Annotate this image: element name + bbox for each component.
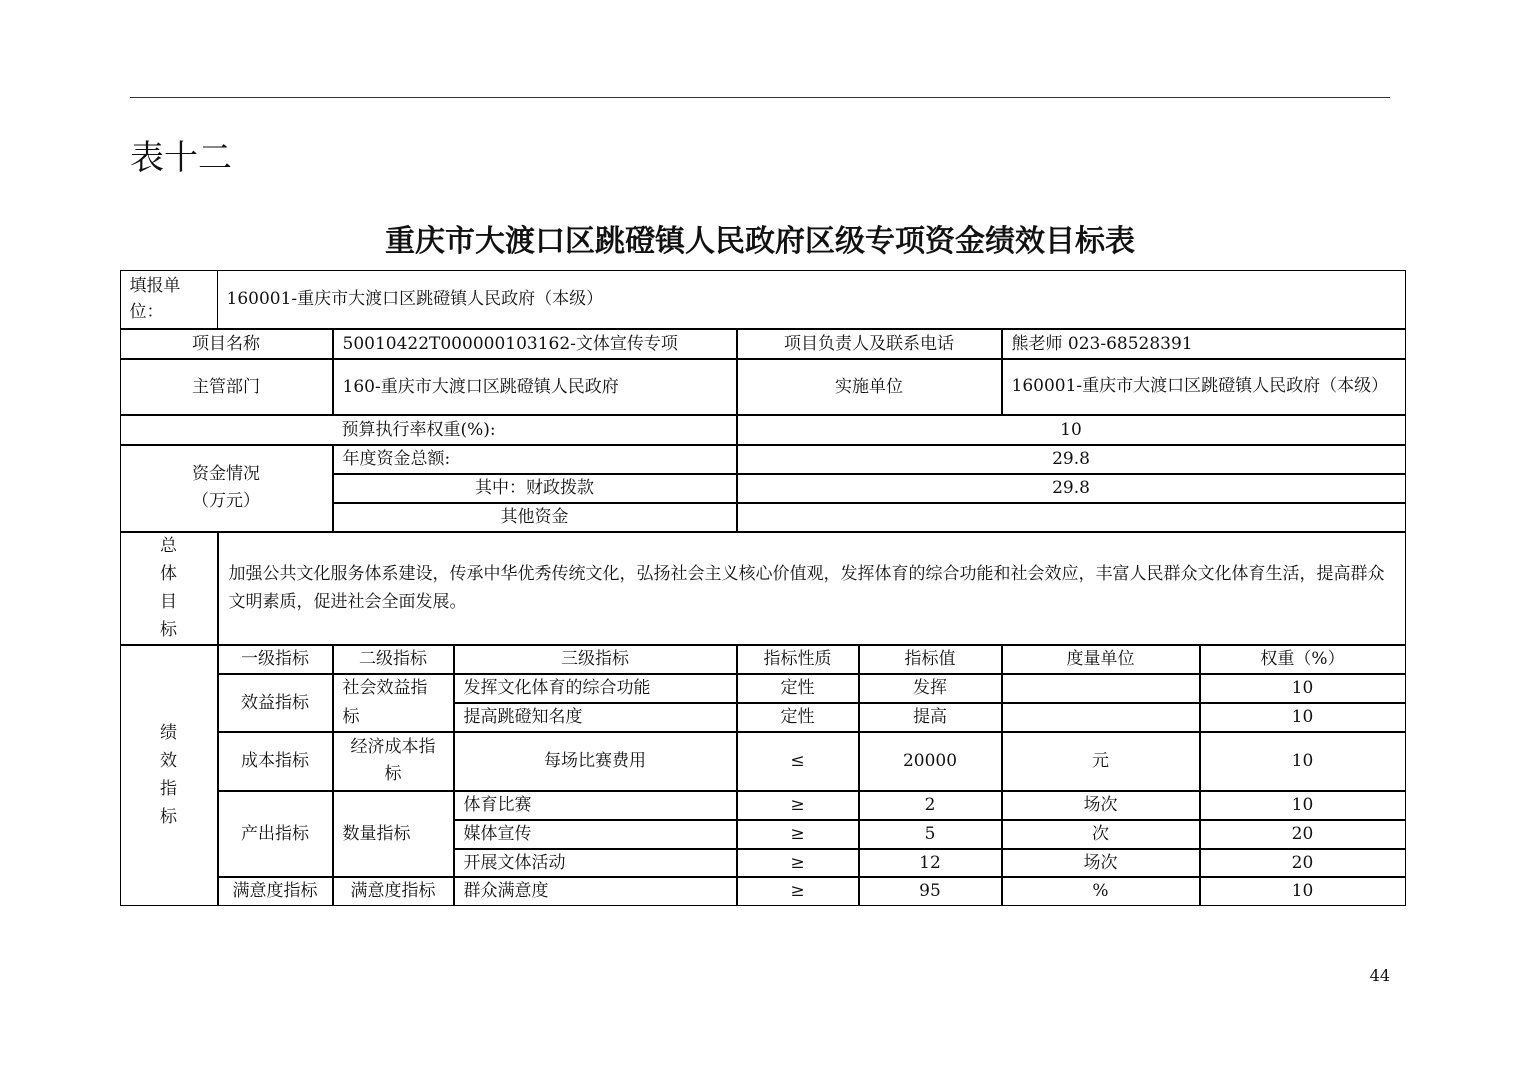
indicator-unit: 次 — [1002, 820, 1200, 849]
header-nature: 指标性质 — [737, 645, 859, 674]
annual-total-value: 29.8 — [737, 445, 1406, 474]
group-level2: 数量指标 — [333, 791, 454, 877]
contact-value: 熊老师 023-68528391 — [1002, 329, 1406, 359]
indicator-unit: 场次 — [1002, 791, 1200, 820]
page-title: 重庆市大渡口区跳磴镇人民政府区级专项资金绩效目标表 — [385, 224, 1135, 259]
indicator-nature: ≤ — [737, 732, 859, 791]
indicator-nature: ≥ — [737, 849, 859, 877]
page-number: 44 — [1369, 966, 1390, 985]
indicator-level3: 提高跳磴知名度 — [454, 703, 737, 732]
indicator-level3: 媒体宣传 — [454, 820, 737, 849]
indicator-value: 5 — [859, 820, 1002, 849]
dept-value: 160-重庆市大渡口区跳磴镇人民政府 — [333, 359, 737, 415]
contact-label: 项目负责人及联系电话 — [737, 329, 1002, 359]
indicator-weight: 10 — [1200, 703, 1406, 732]
indicator-value: 95 — [859, 877, 1002, 906]
indicator-unit: % — [1002, 877, 1200, 906]
other-value — [737, 503, 1406, 532]
project-name-label: 项目名称 — [120, 329, 333, 359]
indicators-label: 绩效指标 — [120, 645, 218, 906]
indicator-weight: 10 — [1200, 791, 1406, 820]
unit-label-cell: 填报单位： — [120, 270, 218, 329]
funds-label: 资金情况（万元） — [120, 445, 333, 532]
indicator-value: 提高 — [859, 703, 1002, 732]
indicator-nature: ≥ — [737, 820, 859, 849]
indicator-weight: 20 — [1200, 849, 1406, 877]
header-level3: 三级指标 — [454, 645, 737, 674]
indicator-value: 12 — [859, 849, 1002, 877]
group-level1: 效益指标 — [218, 674, 333, 732]
header-unit: 度量单位 — [1002, 645, 1200, 674]
budget-rate-blank — [120, 415, 333, 445]
budget-rate-label: 预算执行率权重(%): — [333, 415, 737, 445]
group-level2: 经济成本指标 — [333, 732, 454, 791]
indicator-level3: 群众满意度 — [454, 877, 737, 906]
group-level1: 产出指标 — [218, 791, 333, 877]
fiscal-value: 29.8 — [737, 474, 1406, 503]
other-label: 其他资金 — [333, 503, 737, 532]
goal-label: 总体目标 — [120, 532, 218, 645]
indicator-weight: 10 — [1200, 732, 1406, 791]
project-name-value: 50010422T000000103162-文体宣传专项 — [333, 329, 737, 359]
indicator-level3: 发挥文化体育的综合功能 — [454, 674, 737, 703]
indicator-unit — [1002, 703, 1200, 732]
goal-text: 加强公共文化服务体系建设，传承中华优秀传统文化，弘扬社会主义核心价值观，发挥体育的综合功能和社会效应，丰富人民群众文化体育生活，提高群众文明素质，促进社会全面发展。 — [218, 532, 1406, 645]
indicator-nature: 定性 — [737, 703, 859, 732]
indicator-level3: 每场比赛费用 — [454, 732, 737, 791]
indicator-unit — [1002, 674, 1200, 703]
annual-total-label: 年度资金总额: — [333, 445, 737, 474]
indicator-unit: 场次 — [1002, 849, 1200, 877]
header-value: 指标值 — [859, 645, 1002, 674]
group-level1: 成本指标 — [218, 732, 333, 791]
budget-rate-value: 10 — [737, 415, 1406, 445]
indicator-level3: 开展文体活动 — [454, 849, 737, 877]
group-level2: 社会效益指标 — [333, 674, 454, 732]
indicator-value: 发挥 — [859, 674, 1002, 703]
dept-label: 主管部门 — [120, 359, 333, 415]
indicator-nature: ≥ — [737, 791, 859, 820]
indicator-weight: 10 — [1200, 674, 1406, 703]
indicator-nature: 定性 — [737, 674, 859, 703]
indicator-value: 20000 — [859, 732, 1002, 791]
indicator-weight: 10 — [1200, 877, 1406, 906]
group-level1: 满意度指标 — [218, 877, 333, 906]
fiscal-label: 其中：财政拨款 — [333, 474, 737, 503]
impl-label: 实施单位 — [737, 359, 1002, 415]
group-level2: 满意度指标 — [333, 877, 454, 906]
indicator-weight: 20 — [1200, 820, 1406, 849]
indicator-nature: ≥ — [737, 877, 859, 906]
unit-value-cell: 160001-重庆市大渡口区跳磴镇人民政府（本级） — [218, 270, 1406, 329]
indicator-value: 2 — [859, 791, 1002, 820]
impl-value: 160001-重庆市大渡口区跳磴镇人民政府（本级） — [1002, 359, 1406, 415]
header-weight: 权重（%） — [1200, 645, 1406, 674]
table-label: 表十二 — [130, 138, 232, 178]
indicator-level3: 体育比赛 — [454, 791, 737, 820]
indicator-unit: 元 — [1002, 732, 1200, 791]
header-level2: 二级指标 — [333, 645, 454, 674]
header-level1: 一级指标 — [218, 645, 333, 674]
